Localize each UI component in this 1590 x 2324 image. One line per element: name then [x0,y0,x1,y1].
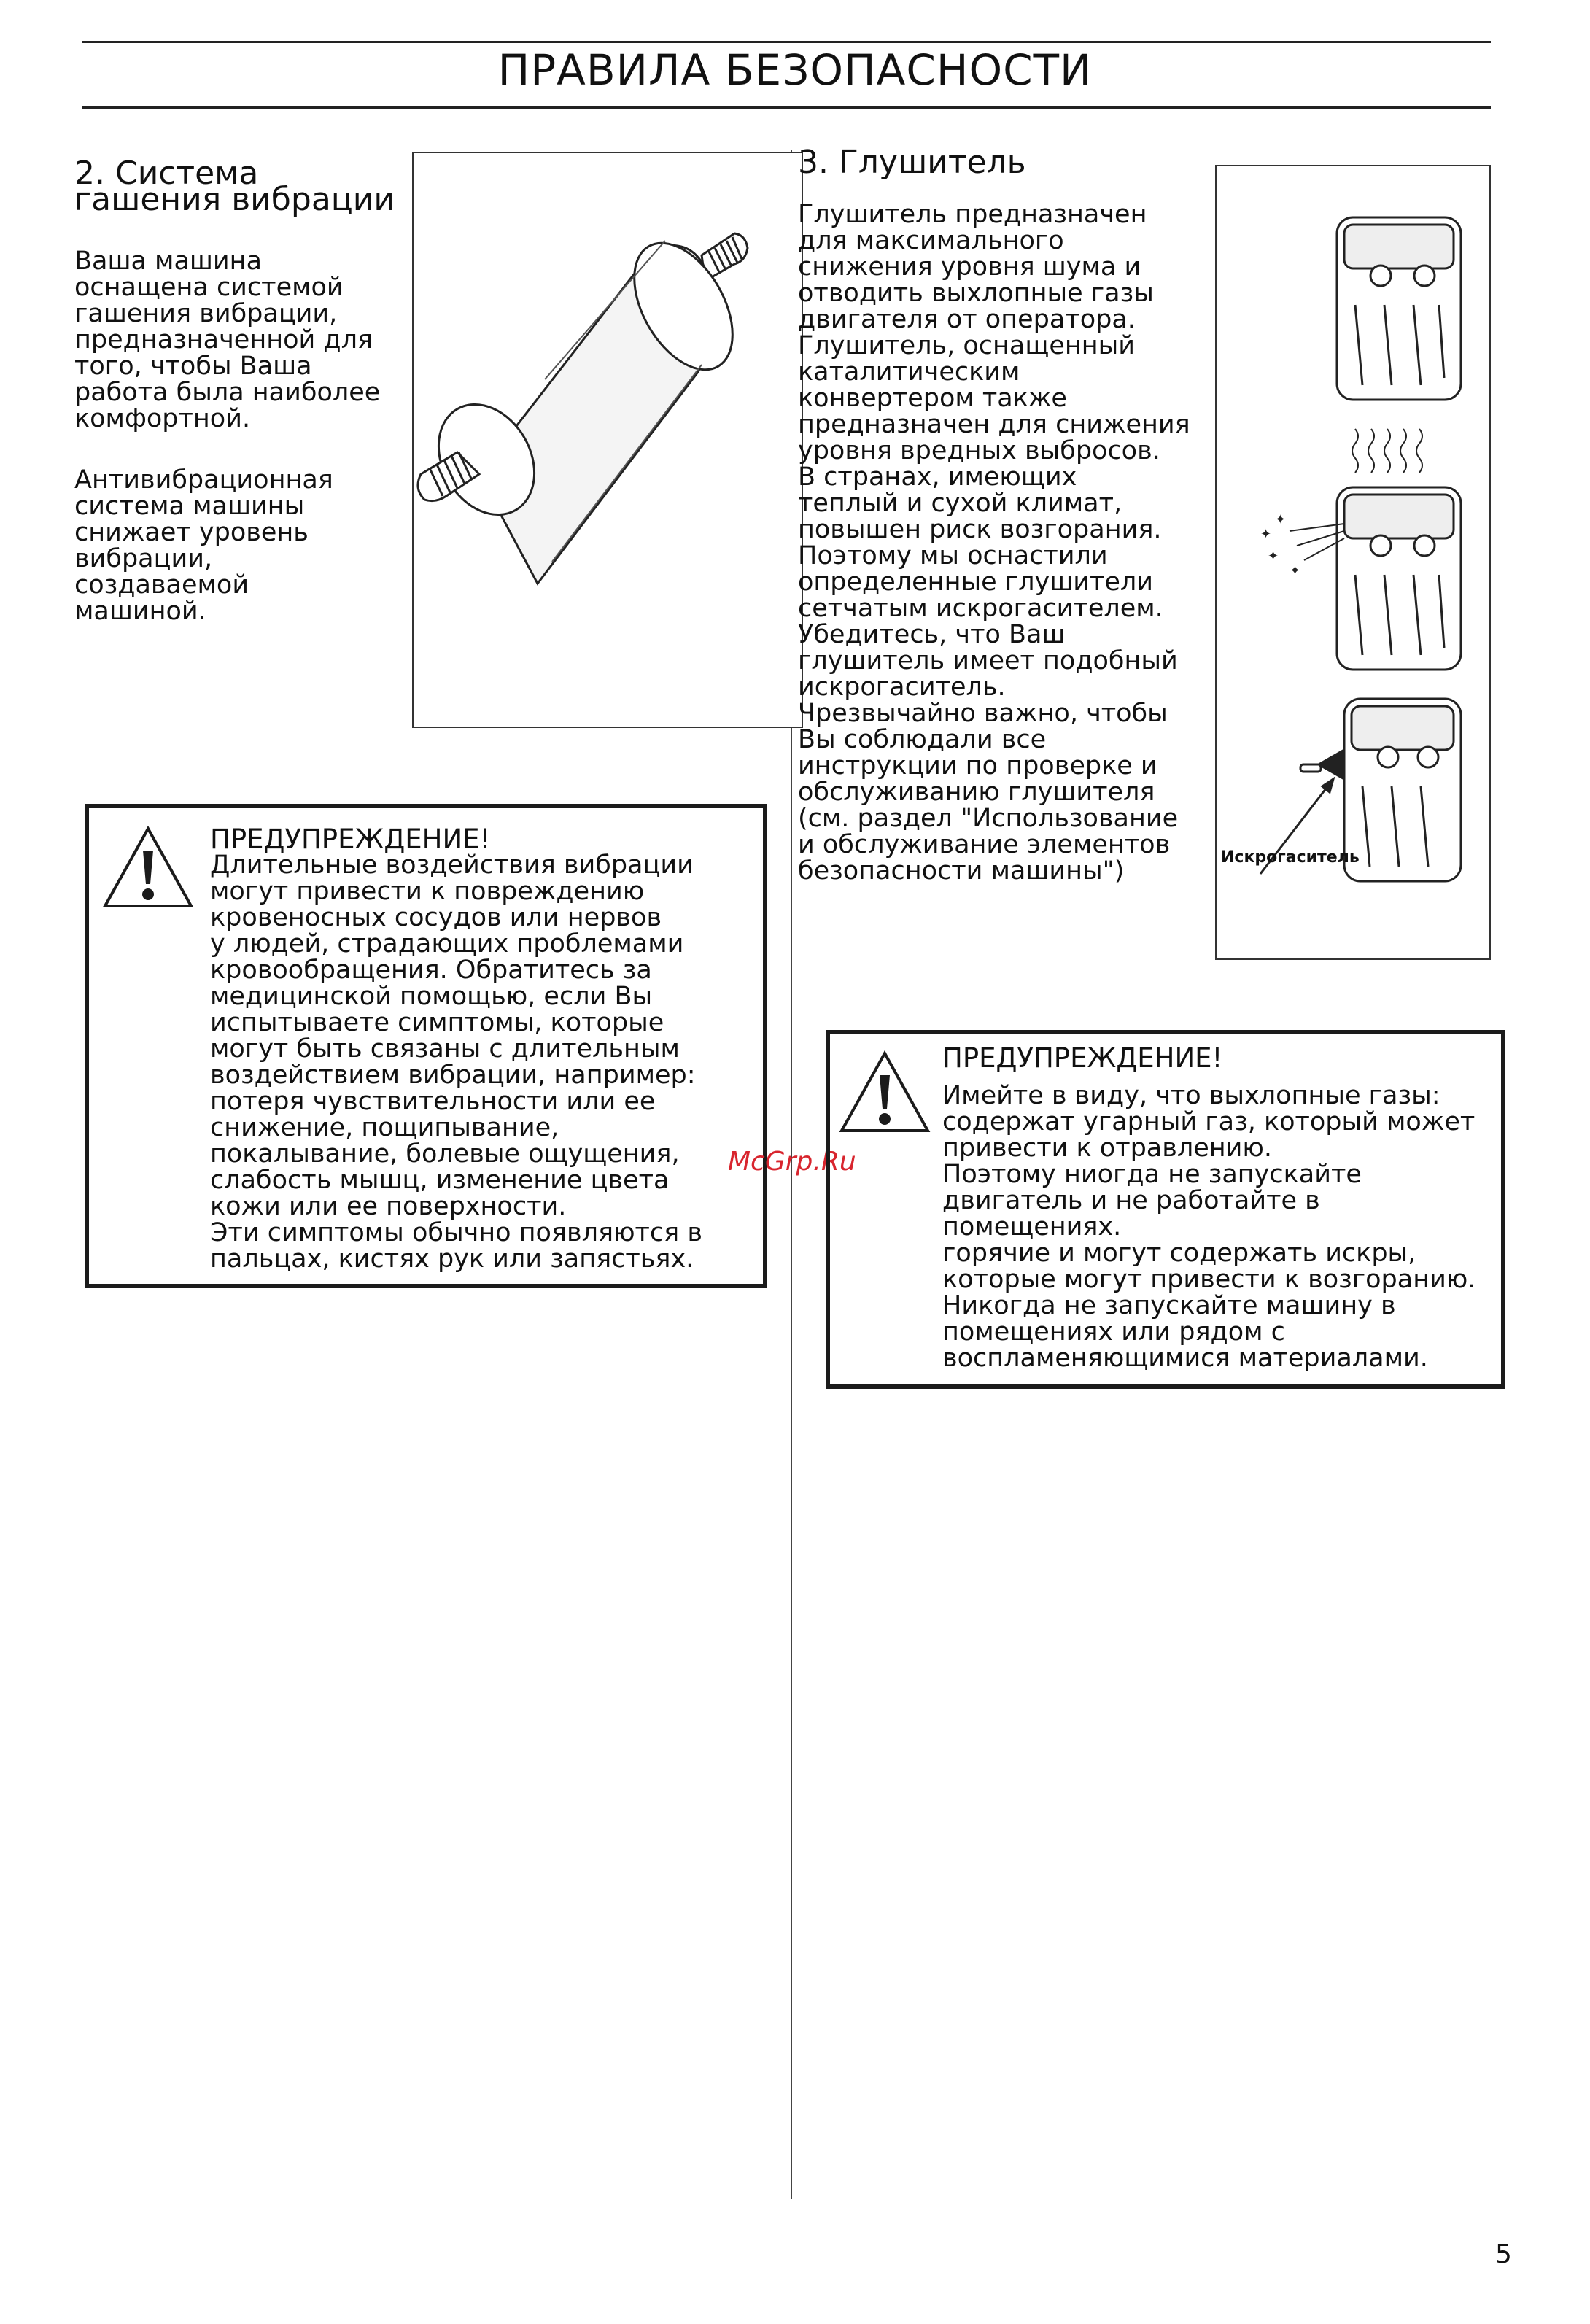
vibration-damper-figure [412,152,803,728]
spark-arrestor-caption: Искрогаситель [1221,848,1360,867]
svg-text:✦: ✦ [1275,512,1287,527]
header-rule-top [82,41,1491,43]
section-vibration-heading [74,155,417,218]
warning-box-vibration [85,804,767,1288]
section-vibration-heading-line2: гашения вибрации [74,181,395,218]
warning-muffler-text: Имейте в виду, что выхлопные газы: содержат угарный газ, который может привести к отравлению. Поэтому ниогда не запускайте двигатель и не работайте в помещениях. горячие и могут содержать искры, которые могут привести к возгоранию. Никогда не запускайте машину в помещениях или рядом с воспламеняющимися материалами. [942,1081,1476,1373]
muffler-illustration [1217,166,1489,958]
warning-triangle-icon [837,1049,932,1135]
page-title: ПРАВИЛА БЕЗОПАСНОСТИ [497,45,1093,95]
warning-vibration-text: Длительные воздействия вибрации могут привести к повреждению кровеносных сосудов или нервов у людей, страдающих проблемами кровообращения. Обратитесь за медицинской помощью, если Вы испытываете симптомы, которые могут быть связаны с длительным воздействием вибрации, например: потеря чувствительности или ее снижение, пощипывание, покалывание, болевые ощущения, слабость мышц, изменение цвета кожи или ее поверхности. Эти симптомы обычно появляются в пальцах, кистях рук или запястьях. [210,851,702,1274]
muffler-icon [1337,217,1461,400]
section-vibration-paragraph1: Ваша машина оснащена системой гашения вибрации, предназначенной для того, чтобы Ваша работа была наиболее комфортной. [74,247,381,433]
warning-muffler-title: ПРЕДУПРЕЖДЕНИЕ! [942,1042,1223,1074]
svg-text:✦: ✦ [1290,563,1301,578]
warning-vibration-title: ПРЕДУПРЕЖДЕНИЕ! [210,824,491,855]
section-vibration-heading-line1: 2. Система [74,155,259,192]
svg-text:✦: ✦ [1268,549,1279,564]
section-vibration-paragraph2: Антивибрационная система машины снижает уровень вибрации, создаваемой машиной. [74,465,333,626]
svg-text:✦: ✦ [1260,527,1272,542]
header-rule-bottom [82,106,1491,109]
muffler-sparks-icon [1260,487,1461,670]
warning-triangle-icon [101,824,195,910]
vibration-damper-illustration [414,153,802,727]
page-number: 5 [1495,2239,1512,2269]
warning-box-muffler [826,1030,1505,1389]
section-muffler-paragraph: Глушитель предназначен для максимального снижения уровня шума и отводить выхлопные газы двигателя от оператора. Глушитель, оснащенный каталитическим конвертером также предназначен для снижения уровня вредных выбросов. В странах, имеющих теплый и сухой климат, повышен риск возгорания. Поэтому мы оснастили определенные глушители сетчатым искрогасителем. Убедитесь, что Ваш глушитель имеет подобный искрогаситель. Чрезвычайно важно, чтобы Вы соблюдали все инструкции по проверке и обслуживанию глушителя (см. раздел "Использование и обслуживание элементов безопасности машины") [798,200,1190,886]
muffler-figure [1215,165,1491,960]
watermark: McGrp.Ru [728,1147,856,1177]
heat-waves-icon [1352,429,1422,473]
section-muffler-heading: 3. Глушитель [798,144,1026,181]
